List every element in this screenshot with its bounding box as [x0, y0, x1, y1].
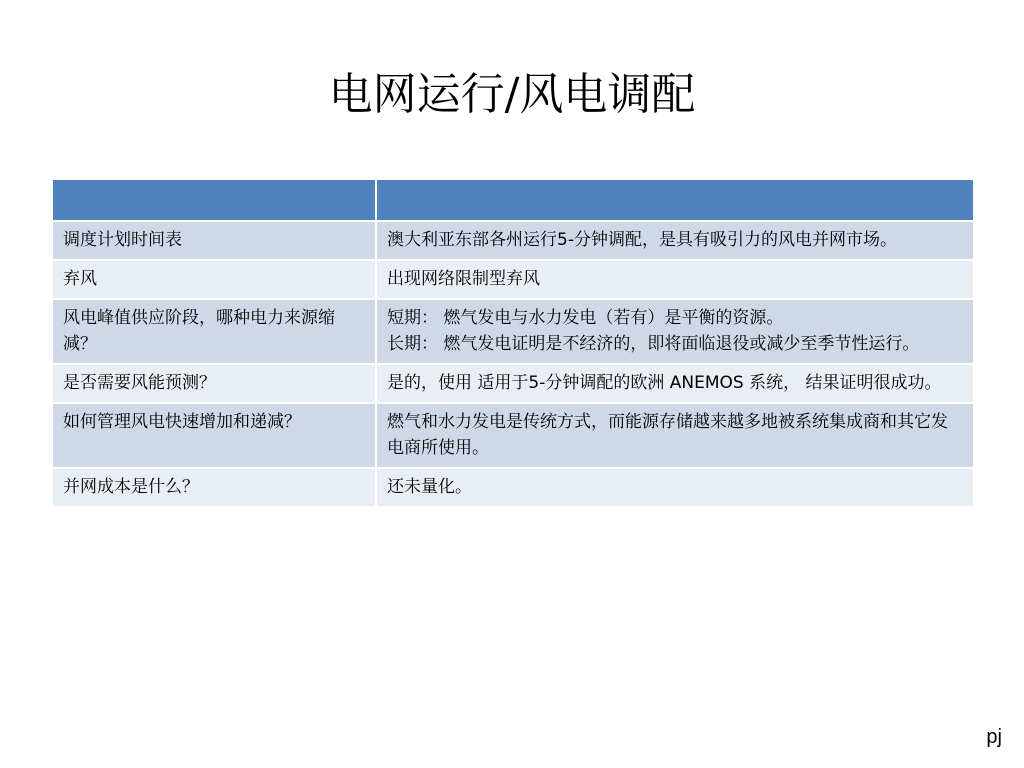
answer-line: 澳大利亚东部各州运行5-分钟调配，是具有吸引力的风电并网市场。 [387, 230, 897, 250]
question-cell: 如何管理风电快速增加和递减？ [52, 403, 376, 468]
table-container [51, 178, 973, 508]
footer-mark: pj [986, 726, 1002, 748]
table-row [52, 260, 974, 299]
question-cell: 弃风 [52, 260, 376, 299]
answer-line: 出现网络限制型弃风 [387, 269, 540, 289]
answer-line: 是的，使用 适用于5-分钟调配的欧洲 ANEMOS 系统， 结果证明很成功。 [387, 373, 942, 393]
answer-line: 还未量化。 [387, 477, 472, 497]
slide-title: 电网运行/风电调配 [328, 69, 696, 120]
table-header-cell-answer [376, 179, 974, 221]
answer-cell [376, 403, 974, 468]
question-cell: 调度计划时间表 [52, 221, 376, 260]
question-cell: 并网成本是什么？ [52, 468, 376, 507]
answer-line: 燃气和水力发电是传统方式，而能源存储越来越多地被系统集成商和其它发电商所使用。 [387, 412, 948, 458]
answer-cell [376, 221, 974, 260]
answer-cell [376, 468, 974, 507]
table-row [52, 299, 974, 364]
table-row [52, 468, 974, 507]
answer-cell [376, 260, 974, 299]
question-cell: 风电峰值供应阶段，哪种电力来源缩减？ [52, 299, 376, 364]
info-table [51, 178, 975, 508]
table-row [52, 221, 974, 260]
question-cell: 是否需要风能预测？ [52, 364, 376, 403]
answer-line: 长期： 燃气发电证明是不经济的，即将面临退役或减少至季节性运行。 [387, 334, 920, 354]
answer-line: 短期： 燃气发电与水力发电（若有）是平衡的资源。 [387, 308, 784, 328]
table-row [52, 364, 974, 403]
answer-cell [376, 299, 974, 364]
table-header-cell-question [52, 179, 376, 221]
table-header-row [52, 179, 974, 221]
answer-cell [376, 364, 974, 403]
table-row [52, 403, 974, 468]
